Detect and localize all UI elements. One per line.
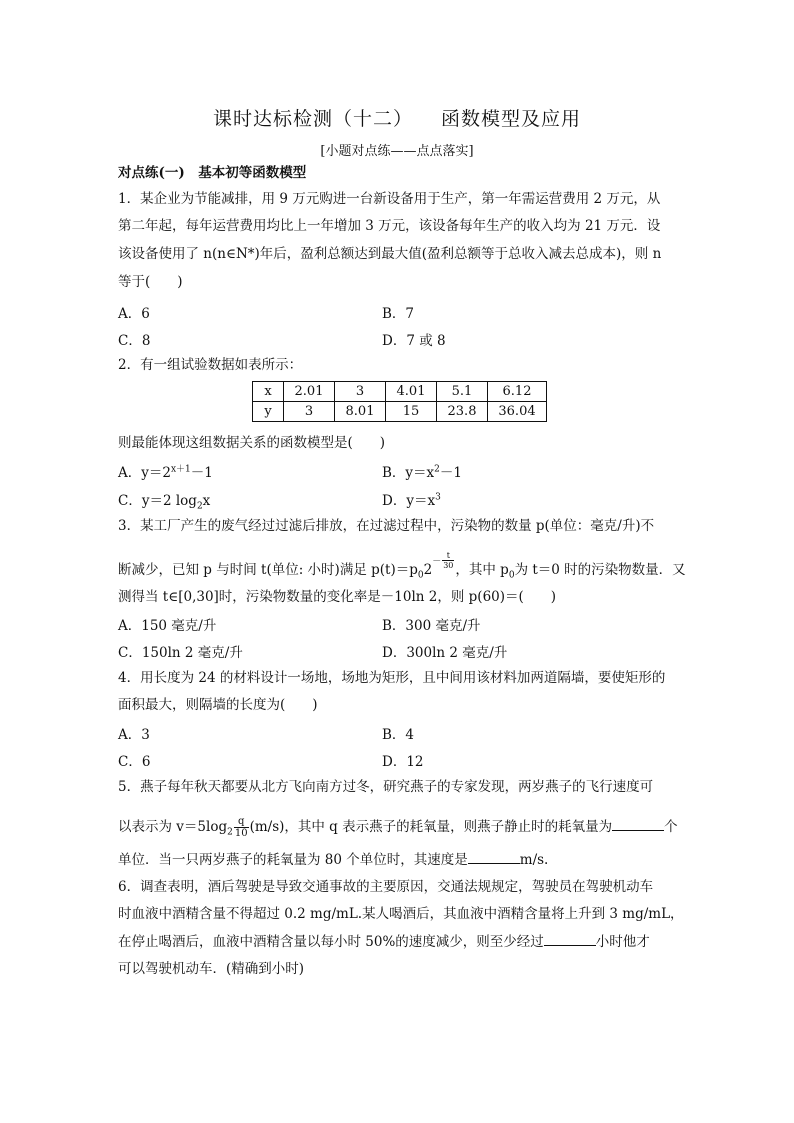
q1-line1: 1．某企业为节能减排，用 9 万元购进一台新设备用于生产，第一年需运营费用 2 万元，从 xyxy=(118,191,661,207)
table-cell: 15 xyxy=(386,402,437,422)
q4-option-c: C．6 xyxy=(118,754,151,770)
table-cell: 4.01 xyxy=(386,382,437,402)
q4-option-d: D．12 xyxy=(382,754,424,770)
q2-line2: 则最能体现这组数据关系的函数模型是( ) xyxy=(118,435,386,451)
q6-line2: 时血液中酒精含量不得超过 0.2 mg/mL.某人喝酒后，其血液中酒精含量将上升到 3 mg/mL， xyxy=(118,906,684,922)
q2-option-b: B．$y=x^2-1$ xyxy=(382,464,462,481)
q2-option-d: D．$y=x^3$ xyxy=(382,492,441,509)
table-cell: 3 xyxy=(284,402,335,422)
table-cell: 23.8 xyxy=(437,402,488,422)
q1-line4: 等于( ) xyxy=(118,274,183,290)
q4-line2: 面积最大，则隔墙的长度为( ) xyxy=(118,697,318,713)
q4-line1: 4．用长度为 24 的材料设计一场地，场地为矩形，且中间用该材料加两道隔墙，要使矩形的 xyxy=(118,670,666,686)
q3-line1: 3．某工厂产生的废气经过过滤后排放，在过滤过程中，污染物的数量 p(单位：毫克/升)不 xyxy=(118,518,655,534)
q2-data-table xyxy=(252,381,547,422)
q1-option-b: B．7 xyxy=(382,306,415,322)
table-cell: 2.01 xyxy=(284,382,335,402)
page-title xyxy=(0,104,794,131)
q6-answer-blank[interactable] xyxy=(544,933,596,946)
table-row-y xyxy=(253,402,547,422)
q6-line1: 6．调查表明，酒后驾驶是导致交通事故的主要原因，交通法规规定，驾驶员在驾驶机动车 xyxy=(118,879,654,895)
table-cell: 6.12 xyxy=(488,382,547,402)
title-right: 函数模型及应用 xyxy=(441,108,582,130)
q5-line1: 5．燕子每年秋天都要从北方飞向南方过冬，研究燕子的专家发现，两岁燕子的飞行速度可 xyxy=(118,779,654,795)
q5-answer-blank-1[interactable] xyxy=(612,818,664,831)
q5-line3: 单位．当一只两岁燕子的耗氧量为 80 个单位时，其速度是 m/s. xyxy=(118,852,549,868)
q3-option-b: B．300 毫克/升 xyxy=(382,618,481,634)
section-heading: 对点练(一) 基本初等函数模型 xyxy=(118,165,307,181)
table-cell: 8.01 xyxy=(335,402,386,422)
table-row-x xyxy=(253,382,547,402)
table-cell: 36.04 xyxy=(488,402,547,422)
q3-line2: 断减少，已知 p 与时间 t(单位: 小时)满足 $p(t)=p_02^-$ $\frac{t}{30}$ ，其中 $p_0$为 t＝0 时的污染物数量．又 xyxy=(118,551,686,581)
q3-option-c: C．150ln 2 毫克/升 xyxy=(118,645,243,661)
page-subtitle: [小题对点练——点点落实] xyxy=(320,144,474,159)
q3-line3: 测得当 t∈[0,30]时，污染物数量的变化率是－10ln 2，则 p(60)＝( ) xyxy=(118,589,557,605)
q5-answer-blank-2[interactable] xyxy=(468,851,520,864)
q1-line2: 第二年起，每年运营费用均比上一年增加 3 万元，该设备每年生产的收入均为 21 万元．设 xyxy=(118,218,661,234)
q6-line3: 在停止喝酒后，血液中酒精含量以每小时 50%的速度减少，则至少经过 小时他才 xyxy=(118,934,650,950)
table-cell: x xyxy=(253,382,284,402)
q4-option-b: B．4 xyxy=(382,727,415,743)
q3-option-a: A．150 毫克/升 xyxy=(118,618,217,634)
q5-fraction: $\frac{q}{10}$ xyxy=(234,816,248,839)
title-left: 课时达标检测（十二） xyxy=(212,108,413,130)
q2-line1: 2．有一组试验数据如表所示： xyxy=(118,357,303,373)
q4-option-a: A．3 xyxy=(118,727,150,743)
q1-option-a: A．6 xyxy=(118,306,150,322)
table-cell: 3 xyxy=(335,382,386,402)
q1-option-c: C．8 xyxy=(118,333,151,349)
table-cell: y xyxy=(253,402,284,422)
q5-line2: 以表示为 $v=5\log_2$ $\frac{q}{10}$ (m/s)，其中 q 表示燕子的耗氧量，则燕子静止时的耗氧量为 个 xyxy=(118,816,678,839)
q2-option-a: A．$y=2^{x+1}-1$ xyxy=(118,464,213,481)
q1-line3: 该设备使用了 n(n∈N*)年后，盈利总额达到最大值(盈利总额等于总收入减去总成本)，则 n xyxy=(118,246,662,262)
q3-option-d: D．300ln 2 毫克/升 xyxy=(382,645,508,661)
q1-option-d: D．7 或 8 xyxy=(382,333,446,349)
q2-option-c: C．y＝2 $\log_2x$ xyxy=(118,493,211,512)
table-cell: 5.1 xyxy=(437,382,488,402)
q6-line4: 可以驾驶机动车．(精确到小时) xyxy=(118,961,305,977)
q3-exponent-fraction: $\frac{t}{30}$ xyxy=(443,551,454,570)
